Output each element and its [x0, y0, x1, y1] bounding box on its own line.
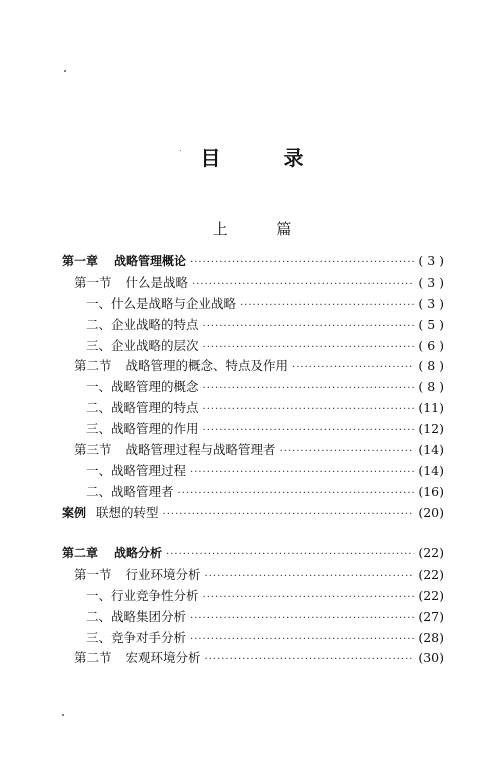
item-title: 一、什么是战略与企业战略: [86, 296, 237, 311]
page-number: (11): [418, 400, 444, 415]
item-title: 二、战略集团分析: [86, 609, 187, 624]
page-number: ( 8 ): [418, 358, 444, 373]
toc-item-entry[interactable]: [86, 628, 444, 646]
toc-item-entry[interactable]: [86, 607, 444, 625]
section-title: 战略管理的概念、特点及作用: [125, 358, 289, 373]
page-number: ( 3 ): [418, 296, 444, 311]
leader-dots: [190, 467, 414, 478]
toc-section-entry[interactable]: [74, 565, 444, 583]
leader-dots: [166, 549, 414, 560]
section-label: 第一节: [74, 567, 112, 582]
section-title: 行业环境分析: [125, 567, 201, 582]
page-number: (20): [418, 505, 444, 520]
item-title: 二、战略管理者: [86, 484, 174, 499]
chapter-label: 第二章: [62, 546, 99, 560]
page-number: (14): [418, 442, 444, 457]
item-title: 三、企业战略的层次: [86, 338, 199, 353]
case-title: 联想的转型: [96, 505, 159, 520]
leader-dots: [190, 257, 414, 268]
leader-dots: [280, 446, 415, 457]
page-number: (28): [418, 630, 444, 645]
page-number: (14): [418, 463, 444, 478]
page-number: (22): [418, 588, 444, 603]
leader-dots: [203, 342, 415, 353]
leader-dots: [190, 613, 414, 624]
item-title: 一、战略管理的概念: [86, 379, 199, 394]
section-title: 什么是战略: [125, 275, 189, 290]
case-label: 案例: [62, 506, 87, 520]
leader-dots: [203, 321, 415, 332]
toc-item-entry[interactable]: [86, 419, 444, 437]
leader-dots: [203, 404, 415, 415]
leader-dots: [292, 362, 414, 373]
leader-dots: [178, 488, 415, 499]
scan-speck: [180, 150, 181, 151]
page-number: ( 3 ): [418, 275, 444, 290]
page-title: 目 录: [200, 146, 332, 170]
leader-dots: [163, 509, 415, 520]
page-number: (22): [418, 545, 444, 560]
item-title: 三、竞争对手分析: [86, 630, 187, 645]
leader-dots: [203, 592, 415, 603]
page-number: (22): [418, 567, 444, 582]
page-number: (30): [418, 650, 444, 665]
scan-speck: [64, 70, 66, 72]
section-label: 第二节: [74, 358, 112, 373]
toc-section-entry[interactable]: [74, 356, 444, 374]
toc-item-entry[interactable]: [86, 336, 444, 354]
leader-dots: [240, 300, 414, 311]
section-label: 第一节: [74, 275, 112, 290]
page-number: ( 5 ): [418, 317, 444, 332]
leader-dots: [190, 634, 414, 645]
toc-item-entry[interactable]: [86, 586, 444, 604]
toc-item-entry[interactable]: [86, 294, 444, 312]
page-number: (16): [418, 484, 444, 499]
section-title: 战略管理过程与战略管理者: [125, 442, 276, 457]
toc-chapter-entry[interactable]: [62, 252, 444, 269]
toc-section-entry[interactable]: [74, 440, 444, 458]
toc-item-entry[interactable]: [86, 398, 444, 416]
section-label: 第三节: [74, 442, 112, 457]
item-title: 一、行业竞争性分析: [86, 588, 199, 603]
toc-chapter-entry[interactable]: [62, 544, 444, 561]
chapter-title: 战略管理概论: [114, 254, 187, 268]
item-title: 二、企业战略的特点: [86, 317, 199, 332]
page-number: ( 3 ): [418, 253, 444, 268]
page-number: (12): [418, 421, 444, 436]
toc-case-entry[interactable]: [62, 503, 444, 521]
leader-dots: [205, 571, 415, 582]
leader-dots: [205, 654, 415, 665]
toc-item-entry[interactable]: [86, 315, 444, 333]
item-title: 一、战略管理过程: [86, 463, 187, 478]
chapter-label: 第一章: [62, 254, 99, 268]
page-number: (27): [418, 609, 444, 624]
toc-item-entry[interactable]: [86, 482, 444, 500]
leader-dots: [203, 383, 415, 394]
part-heading: 上 篇: [212, 220, 314, 238]
toc-item-entry[interactable]: [86, 461, 444, 479]
item-title: 三、战略管理的作用: [86, 421, 199, 436]
item-title: 二、战略管理的特点: [86, 400, 199, 415]
chapter-title: 战略分析: [114, 546, 163, 560]
section-label: 第二节: [74, 650, 112, 665]
leader-dots: [192, 279, 414, 290]
toc-section-entry[interactable]: [74, 273, 444, 291]
toc-item-entry[interactable]: [86, 377, 444, 395]
toc-section-entry[interactable]: [74, 648, 444, 666]
scan-speck: [62, 714, 64, 716]
leader-dots: [203, 425, 415, 436]
section-title: 宏观环境分析: [125, 650, 201, 665]
page-number: ( 6 ): [418, 338, 444, 353]
page-number: ( 8 ): [418, 379, 444, 394]
